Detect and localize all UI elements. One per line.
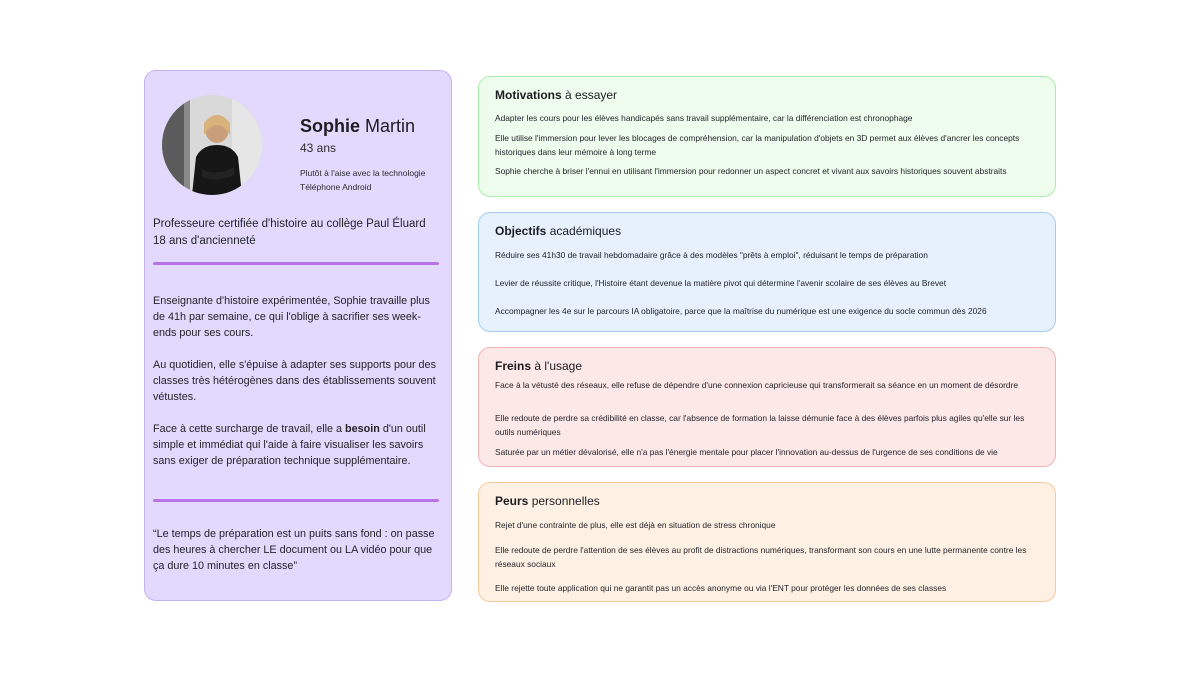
bio-paragraph: Enseignante d'histoire expérimentée, Sophie travaille plus de 41h par semaine, ce qui l'oblige à sacrifier ses week-ends pour ses cours. <box>153 295 430 339</box>
divider <box>153 262 439 265</box>
persona-role <box>153 216 448 250</box>
first-name: Sophie <box>300 116 361 136</box>
bio-emphasis: besoin <box>345 423 380 435</box>
role-title: Professeure certifiée d'histoire au collège Paul Éluard <box>153 218 426 230</box>
card-title-rest: à l'usage <box>531 359 583 373</box>
tech-comfort: Plutôt à l'aise avec la technologie <box>300 168 426 178</box>
list-item: Elle redoute de perdre sa crédibilité en classe, car l'absence de formation la laisse démunie face à des élèves parfois plus agiles qu'elle sur les outils numériques <box>495 413 1025 437</box>
list-item: Saturée par un métier dévalorisé, elle n'a pas l'énergie mentale pour placer l'innovation au-dessus de l'urgence de ses conditions de vie <box>495 447 998 457</box>
persona-age: 43 ans <box>300 141 337 155</box>
bio-paragraph: Au quotidien, elle s'épuise à adapter ses supports pour des classes très hétérogènes dans des établissements souvent vétustes. <box>153 359 436 403</box>
persona-profile-card <box>144 70 452 601</box>
card-title-bold: Peurs <box>495 494 529 508</box>
card-title-bold: Motivations <box>495 88 562 102</box>
list-item: Réduire ses 41h30 de travail hebdomadaire grâce à des modèles "prêts à emploi", réduisant le temps de préparation <box>495 250 928 260</box>
tech-info <box>300 166 425 194</box>
bio-text: d'un outil simple et immédiat qui l'aide à faire visualiser les savoirs sans exiger de préparation technique supplémentaire. <box>153 423 426 467</box>
objectifs-card <box>478 212 1056 332</box>
list-item: Levier de réussite critique, l'Histoire étant devenue la matière pivot qui détermine l'avenir scolaire de ses élèves au Brevet <box>495 278 947 288</box>
persona-quote: “Le temps de préparation est un puits sans fond : on passe des heures à chercher LE document ou LA vidéo pour que ça dure 10 minutes en classe” <box>153 528 435 572</box>
list-item: Elle redoute de perdre l'attention de ses élèves au profit de distractions numériques, transformant son cours en une lutte permanente contre les réseaux sociaux <box>495 545 1027 569</box>
card-title <box>495 359 582 373</box>
card-title-rest: personnelles <box>528 494 600 508</box>
list-item: Rejet d'une contrainte de plus, elle est déjà en situation de stress chronique <box>495 520 776 530</box>
list-item: Elle rejette toute application qui ne garantit pas un accès anonyme ou via l'ENT pour protéger les données de ses classes <box>495 583 947 593</box>
last-name: Martin <box>365 116 416 136</box>
divider <box>153 499 439 502</box>
card-title <box>495 494 600 508</box>
bio-paragraph-need <box>153 421 443 469</box>
card-title-bold: Freins <box>495 359 532 373</box>
list-item: Adapter les cours pour les élèves handicapés sans travail supplémentaire, car la différenciation est chronophage <box>495 113 913 123</box>
motivations-card <box>478 76 1056 197</box>
card-title <box>495 224 621 238</box>
list-item: Accompagner les 4e sur le parcours IA obligatoire, parce que la maîtrise du numérique est une exigence du socle commun dès 2026 <box>495 306 987 316</box>
role-seniority: 18 ans d'ancienneté <box>153 235 256 247</box>
list-item: Elle utilise l'immersion pour lever les blocages de compréhension, car la manipulation d'objets en 3D permet aux élèves d'ancrer les concepts historiques dans leur mémoire à long terme <box>495 133 1020 157</box>
peurs-card <box>478 482 1056 602</box>
card-title-rest: à essayer <box>561 88 618 102</box>
bio-text: Face à cette surcharge de travail, elle a <box>153 423 346 435</box>
tech-device: Téléphone Android <box>300 182 372 192</box>
card-title-rest: académiques <box>546 224 622 238</box>
avatar <box>162 95 262 195</box>
list-item: Sophie cherche à briser l'ennui en utilisant l'immersion pour redonner un aspect concret et vivant aux savoirs historiques souvent abstraits <box>495 166 1007 176</box>
persona-name <box>300 115 415 137</box>
list-item: Face à la vétusté des réseaux, elle refuse de dépendre d'une connexion capricieuse qui transformerait sa séance en un moment de désordre <box>495 380 1019 390</box>
card-title <box>495 88 617 102</box>
freins-card <box>478 347 1056 467</box>
card-title-bold: Objectifs <box>495 224 547 238</box>
